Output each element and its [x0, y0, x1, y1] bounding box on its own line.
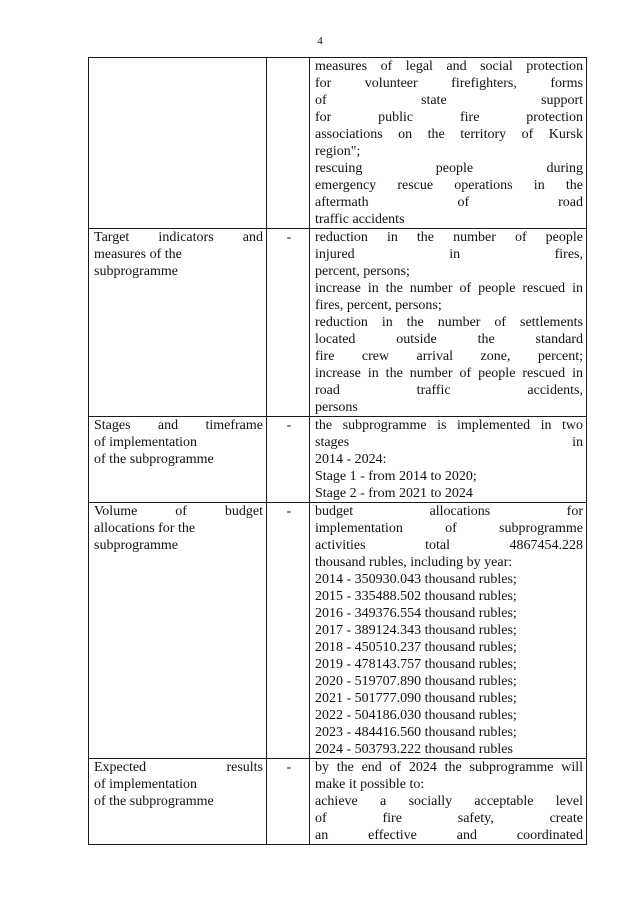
row-content-line: implementation of subprogramme	[315, 521, 583, 536]
row-content-line: thousand rubles, including by year:	[315, 555, 513, 570]
row-content-line: measures of legal and social protection	[315, 59, 583, 74]
row-label-line: of the subprogramme	[94, 794, 214, 809]
row-content-line: road traffic accidents,	[315, 383, 583, 398]
row-content-line: traffic accidents	[315, 212, 405, 227]
row-content-line: increase in the number of people rescued in	[315, 281, 583, 296]
row-content-line: 2020 - 519707.890 thousand rubles;	[315, 674, 517, 689]
row-label-line: Target indicators and	[94, 230, 263, 245]
row-content-line: achieve a socially acceptable level	[315, 794, 583, 809]
row-label-cell	[89, 229, 267, 417]
row-label-line: of the subprogramme	[94, 452, 214, 467]
row-content-line: increase in the number of people rescued in	[315, 366, 583, 381]
passport-row	[89, 417, 587, 503]
row-dash-cell	[267, 58, 310, 229]
row-content-line: fire crew arrival zone, percent;	[315, 349, 583, 364]
row-content-line: activities total 4867454.228	[315, 538, 583, 553]
row-content-line: 2018 - 450510.237 thousand rubles;	[315, 640, 517, 655]
row-content-cell	[310, 417, 587, 503]
row-content-line: injured in fires,	[315, 247, 583, 262]
row-label-line: Expected results	[94, 760, 263, 775]
row-label-line: allocations for the	[94, 521, 196, 536]
passport-row	[89, 58, 587, 229]
passport-row	[89, 503, 587, 759]
row-content-line: persons	[315, 400, 358, 415]
row-content-line: make it possible to:	[315, 777, 425, 792]
row-label-line: of implementation	[94, 435, 198, 450]
row-content-line: reduction in the number of people	[315, 230, 583, 245]
row-content-line: of fire safety, create	[315, 811, 583, 826]
row-content-line: 2024 - 503793.222 thousand rubles	[315, 742, 513, 757]
row-dash-cell: -	[267, 503, 310, 759]
row-label-cell	[89, 503, 267, 759]
row-label-line: subprogramme	[94, 538, 178, 553]
row-content-line: the subprogramme is implemented in two stages in	[315, 418, 583, 450]
row-content-line: Stage 2 - from 2021 to 2024	[315, 486, 473, 501]
row-content-line: of state support	[315, 93, 583, 108]
row-content-line: for volunteer firefighters, forms	[315, 76, 583, 91]
row-content-line: 2014 - 2024:	[315, 452, 387, 467]
row-content-line: 2019 - 478143.757 thousand rubles;	[315, 657, 517, 672]
row-content-line: region";	[315, 144, 361, 159]
row-content-cell	[310, 759, 587, 845]
row-content-line: Stage 1 - from 2014 to 2020;	[315, 469, 477, 484]
row-label-line: of implementation	[94, 777, 198, 792]
passport-row	[89, 759, 587, 845]
row-label-line: measures of the	[94, 247, 182, 262]
row-content-line: budget allocations for	[315, 504, 583, 519]
row-label-line: Stages and timeframe	[94, 418, 263, 433]
row-content-line: 2023 - 484416.560 thousand rubles;	[315, 725, 517, 740]
row-content-line: aftermath of road	[315, 195, 583, 210]
row-content-line: fires, percent, persons;	[315, 298, 442, 313]
row-content-line: an effective and coordinated	[315, 828, 583, 843]
row-content-line: 2016 - 349376.554 thousand rubles;	[315, 606, 517, 621]
row-label-cell	[89, 759, 267, 845]
row-label-line: Volume of budget	[94, 504, 263, 519]
row-content-cell	[310, 503, 587, 759]
row-dash-cell: -	[267, 229, 310, 417]
row-content-cell	[310, 58, 587, 229]
row-content-line: 2017 - 389124.343 thousand rubles;	[315, 623, 517, 638]
page-number: 4	[317, 35, 323, 47]
row-content-line: associations on the territory of Kursk	[315, 127, 583, 142]
row-dash-cell: -	[267, 759, 310, 845]
row-content-line: 2014 - 350930.043 thousand rubles;	[315, 572, 517, 587]
row-content-line: emergency rescue operations in the	[315, 178, 583, 193]
row-content-line: 2015 - 335488.502 thousand rubles;	[315, 589, 517, 604]
row-content-line: by the end of 2024 the subprogramme will	[315, 760, 583, 775]
row-content-line: reduction in the number of settlements	[315, 315, 583, 330]
row-label-line: subprogramme	[94, 264, 178, 279]
row-content-line: rescuing people during	[315, 161, 583, 176]
row-content-line: located outside the standard	[315, 332, 583, 347]
subprogramme-passport-table	[88, 57, 587, 845]
row-content-line: percent, persons;	[315, 264, 410, 279]
row-content-line: 2022 - 504186.030 thousand rubles;	[315, 708, 517, 723]
row-content-cell	[310, 229, 587, 417]
row-label-cell	[89, 417, 267, 503]
row-dash-cell: -	[267, 417, 310, 503]
passport-row	[89, 229, 587, 417]
row-content-line: for public fire protection	[315, 110, 583, 125]
row-content-line: 2021 - 501777.090 thousand rubles;	[315, 691, 517, 706]
row-label-cell	[89, 58, 267, 229]
